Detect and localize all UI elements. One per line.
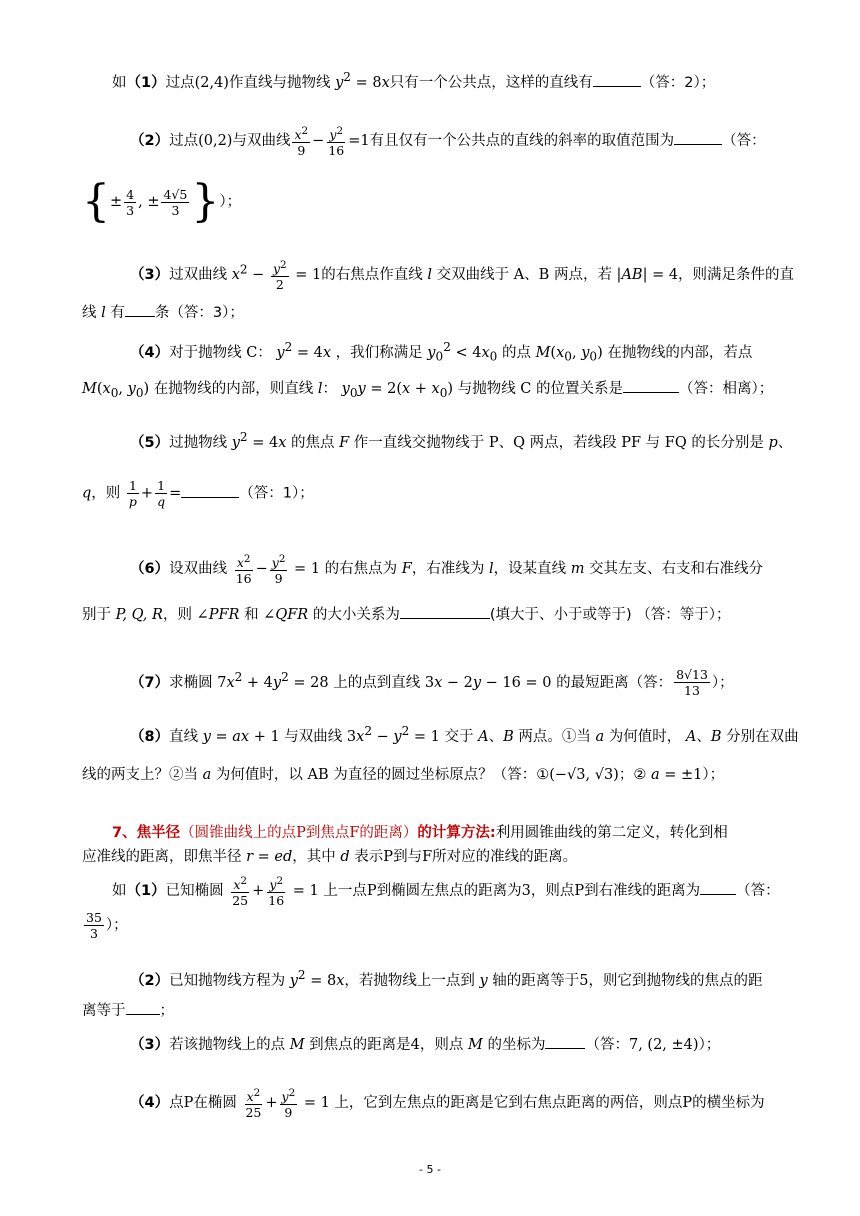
- text-line-6: （4）对于抛物线 C： $y^2 = 4x$ ，我们称满足 $y_0^2 < 4x_0$ 的点 $M(x_0$, $y_0$) 在抛物线的内部，若点: [130, 340, 753, 364]
- text-line-2: （2）过点(0,2)与双曲线 $\frac{x^2}{9}$ − $\frac{y^2}{16}$ =1有且仅有一个公共点的直线的斜率的取值范围为 （答：: [130, 125, 766, 159]
- text-line-9: q，则 $\frac{1}{p}$ + $\frac{1}{q}$ = （答：1）；: [82, 478, 314, 509]
- text-line-7: $M(x_0$, $y_0$) 在抛物线的内部，则直线 l： $y_0y = 2(x + x_0)$ 与抛物线 C 的位置关系是 （答：相离）；: [82, 378, 782, 404]
- text-line-4: （3）过双曲线 $x^2$ − $\frac{y^2}{2}$ = 1的右焦点作直线 l 交双曲线于 A、B 两点，若 |AB| = 4，则满足条件的直: [130, 259, 795, 293]
- page-number: - 5 -: [419, 1163, 441, 1176]
- text-line-12: （7）求椭圆 $7x^2 + 4y^2 = 28$ 上的点到直线 3x − 2y − 16 = 0 的最短距离（答： $\frac{8√13}{13}$ ）；: [130, 667, 734, 699]
- text-line-14: 线的两支上？②当 a 为何值时，以 AB 为直径的圆过坐标原点？（答：①(−√3, √3)；② a = ±1）；: [82, 767, 725, 783]
- text-line-20: 离等于 ；: [82, 1000, 782, 1022]
- text-line-10: （6）设双曲线 $\frac{x^2}{16}$ − $\frac{y^2}{9}$ = 1 的右焦点为 F，右准线为 l，设某直线 m 交其左支、右支和右准线分: [130, 553, 764, 587]
- text-line-22: （4）点P在椭圆 $\frac{x^2}{25}$ + $\frac{y^2}{9}$ = 1 上，它到左焦点的距离是它到右焦点距离的两倍，则点P的横坐标为: [130, 1087, 765, 1121]
- text-line-8: （5）过抛物线 $y^2 = 4x$ 的焦点 F 作一直线交抛物线于 P、Q 两点，若线段 PF 与 FQ 的长分别是 p、: [130, 430, 793, 451]
- text-line-3: {± $\frac{4}{3}$ , ± $\frac{4√5}{3}$ }）；: [82, 176, 242, 227]
- text-line-21: （3）若该抛物线上的点 M 到焦点的距离是4，则点 M 的坐标为 （答：7, (2, ±4)）；: [130, 1034, 830, 1056]
- text-line-11: 别于 P, Q, R，则 ∠PFR 和 ∠QFR 的大小关系为 (填大于、小于或等于) （答：等于）；: [82, 604, 782, 626]
- text-line-19: （2）已知抛物线方程为 $y^2 = 8x$，若抛物线上一点到 y 轴的距离等于5，则它到抛物线的焦点的距: [130, 968, 763, 989]
- text-line-13: （8）直线 y = ax + 1 与双曲线 $3x^2 - y^2 = 1$ 交于 A、B 两点。①当 a 为何值时， A、B 分别在双曲: [130, 724, 799, 745]
- text-line-17: 如（1）已知椭圆 $\frac{x^2}{25}$ + $\frac{y^2}{16}$ = 1 上一点P到椭圆左焦点的距离为3，则点P到右准线的距离为 （答：: [112, 875, 780, 909]
- text-line-5: 线 l 有 条（答：3）；: [82, 302, 782, 324]
- text-line-15: 7、焦半径（圆锥曲线上的点P到焦点F的距离）的计算方法:利用圆锥曲线的第二定义，转化到相: [112, 825, 728, 841]
- text-line-18: $\frac{35}{3}$ ）；: [86, 910, 128, 941]
- text-line-1: 如（1）过点(2,4)作直线与抛物线 $y^2 = 8x$只有一个公共点，这样的直线有 （答：2）；: [112, 70, 716, 91]
- text-line-16: 应准线的距离，即焦半径 r = ed，其中 d 表示P到与F所对应的准线的距离。: [82, 849, 578, 865]
